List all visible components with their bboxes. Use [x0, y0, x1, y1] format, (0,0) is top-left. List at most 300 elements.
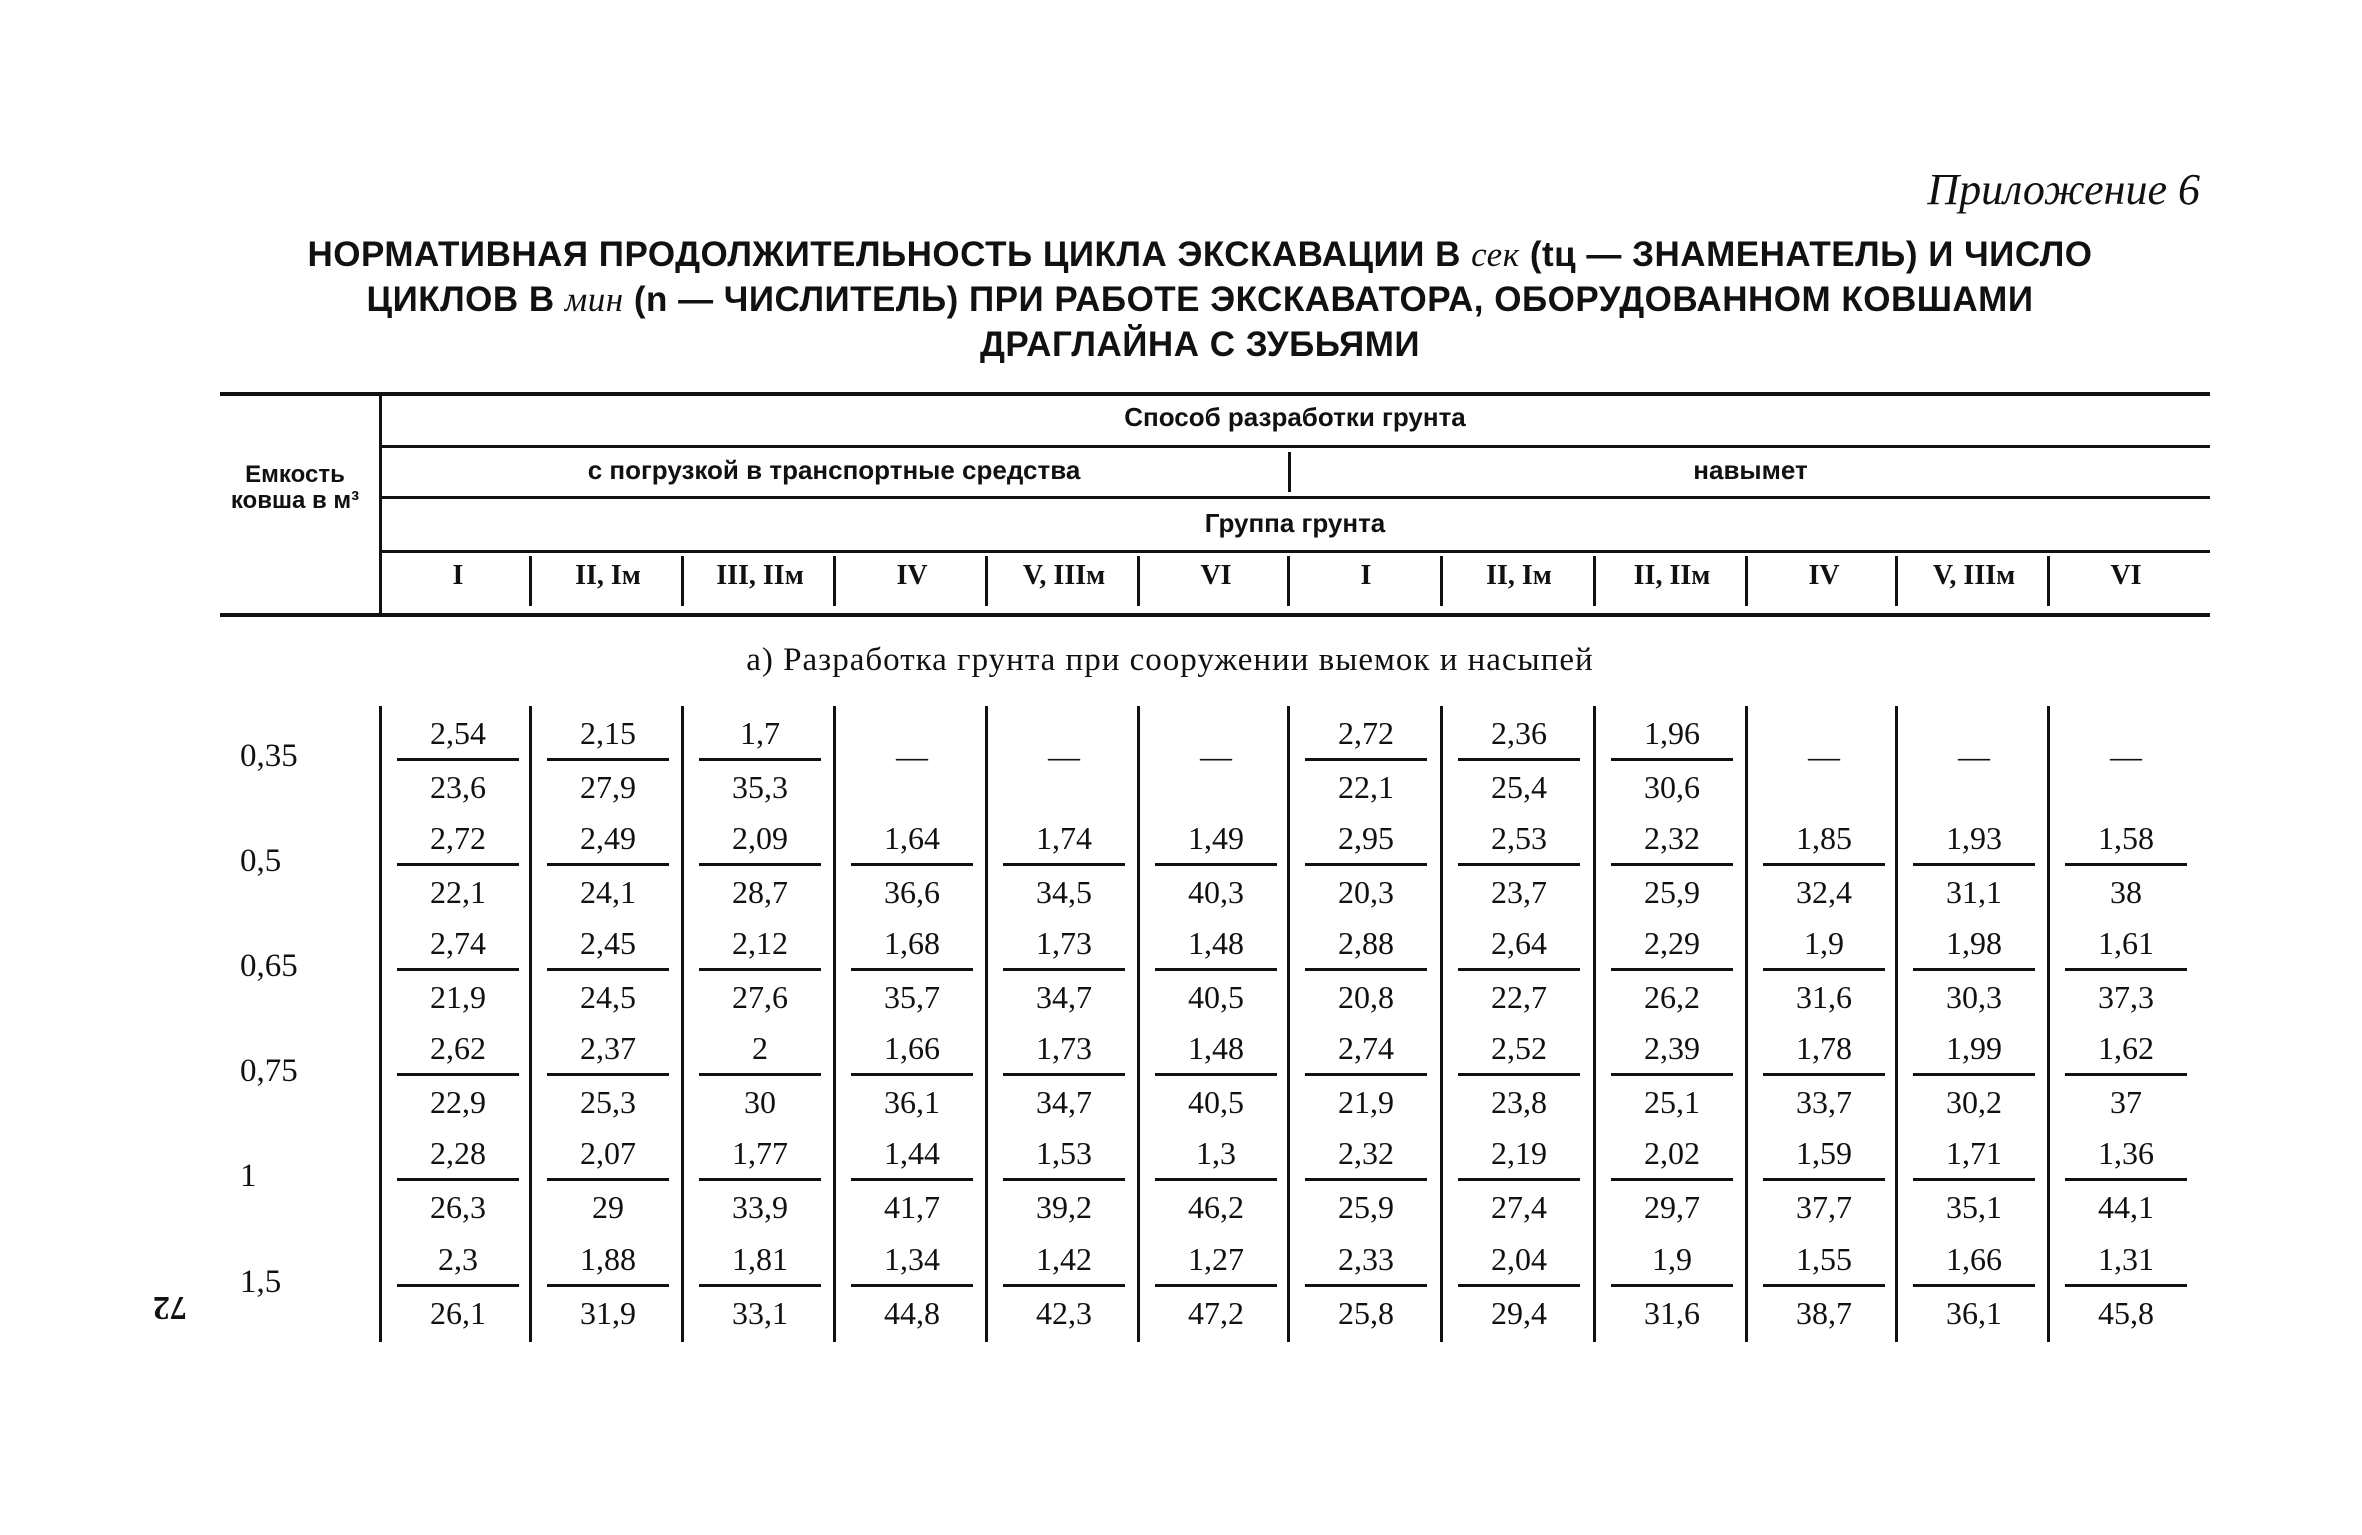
table-cell: [1140, 920, 1292, 1020]
cycle-duration-seconds: 31,6: [1796, 979, 1852, 1015]
cycle-duration-seconds: 25,8: [1338, 1295, 1394, 1331]
cycle-duration-seconds: 26,3: [430, 1189, 486, 1225]
cycle-duration-seconds: 28,7: [732, 874, 788, 910]
column-header-divider: [2047, 556, 2050, 606]
cycles-per-minute: 2,74: [430, 925, 486, 961]
column-header: III, IIм: [716, 560, 804, 591]
fraction-bar: [851, 863, 973, 866]
fraction-bar: [1155, 1284, 1277, 1287]
cycle-duration-seconds: 33,1: [732, 1295, 788, 1331]
table-cell: [1443, 1236, 1595, 1336]
cycles-per-minute: 1,78: [1796, 1030, 1852, 1066]
cycle-duration-seconds: 20,3: [1338, 874, 1394, 910]
row-label-header: Емкость ковша в м³: [230, 461, 360, 514]
table-cell: [1290, 1130, 1442, 1230]
column-header: I: [452, 560, 464, 591]
title-line-1: НОРМАТИВНАЯ ПРОДОЛЖИТЕЛЬНОСТЬ ЦИКЛА ЭКСКАВАЦИИ В сек (tц — ЗНАМЕНАТЕЛЬ) И ЧИСЛО: [307, 235, 2093, 274]
fraction-bar: [1763, 1284, 1885, 1287]
table-cell: [988, 815, 1140, 915]
cycles-per-minute: 2: [752, 1030, 768, 1066]
cycle-duration-seconds: 44,1: [2098, 1189, 2154, 1225]
table-cell: [1596, 1130, 1748, 1230]
cycle-duration-seconds: 25,9: [1338, 1189, 1394, 1225]
fraction-bar: [1913, 1284, 2035, 1287]
cycles-per-minute: 1,34: [884, 1241, 940, 1277]
cycle-duration-seconds: 27,9: [580, 769, 636, 805]
fraction-bar: [699, 863, 821, 866]
cycles-per-minute: 1,71: [1946, 1135, 2002, 1171]
fraction-bar: [1305, 1073, 1427, 1076]
table-cell: [1443, 815, 1595, 915]
cycles-per-minute: 2,02: [1644, 1135, 1700, 1171]
table-top-rule: [220, 392, 2210, 396]
fraction-bar: [1458, 968, 1580, 971]
table-cell: [382, 920, 534, 1020]
cycle-duration-seconds: 23,8: [1491, 1084, 1547, 1120]
table-cell: [836, 1130, 988, 1230]
column-header: II, Iм: [575, 560, 641, 591]
fraction-bar: [851, 1178, 973, 1181]
cycles-per-minute: 1,58: [2098, 820, 2154, 856]
table-cell: [836, 1236, 988, 1336]
cycles-per-minute: 2,74: [1338, 1030, 1394, 1066]
cycles-per-minute: 2,62: [430, 1030, 486, 1066]
cycles-per-minute: 2,49: [580, 820, 636, 856]
cycles-per-minute: 2,3: [438, 1241, 478, 1277]
table-cell-empty: —: [2110, 738, 2142, 774]
cycle-duration-seconds: 22,7: [1491, 979, 1547, 1015]
table-cell: [532, 1236, 684, 1336]
fraction-bar: [397, 1178, 519, 1181]
cycles-per-minute: 2,52: [1491, 1030, 1547, 1066]
cycles-per-minute: 2,37: [580, 1030, 636, 1066]
cycles-per-minute: 2,28: [430, 1135, 486, 1171]
table-cell-empty: —: [1958, 738, 1990, 774]
fraction-bar: [1913, 1073, 2035, 1076]
table-cell: [1596, 815, 1748, 915]
cycle-duration-seconds: 35,7: [884, 979, 940, 1015]
cycles-per-minute: 2,29: [1644, 925, 1700, 961]
fraction-bar: [1155, 968, 1277, 971]
fraction-bar: [1003, 863, 1125, 866]
fraction-bar: [1611, 758, 1733, 761]
cycles-per-minute: 2,64: [1491, 925, 1547, 961]
cycle-duration-seconds: 22,1: [430, 874, 486, 910]
table-cell: [1898, 1025, 2050, 1125]
fraction-bar: [1913, 1178, 2035, 1181]
table-cell: [988, 920, 1140, 1020]
column-header-divider: [529, 556, 532, 606]
cycles-per-minute: 2,95: [1338, 820, 1394, 856]
fraction-bar: [2065, 968, 2187, 971]
table-cell: [382, 815, 534, 915]
cycle-duration-seconds: 21,9: [430, 979, 486, 1015]
cycle-duration-seconds: 34,5: [1036, 874, 1092, 910]
cycle-duration-seconds: 36,1: [884, 1084, 940, 1120]
table-cell: [988, 1130, 1140, 1230]
table-cell: [684, 1130, 836, 1230]
cycle-duration-seconds: 35,1: [1946, 1189, 2002, 1225]
table-cell: [1596, 710, 1748, 810]
cycle-duration-seconds: 30,6: [1644, 769, 1700, 805]
cycle-duration-seconds: 38,7: [1796, 1295, 1852, 1331]
cycles-per-minute: 1,77: [732, 1135, 788, 1171]
cycle-duration-seconds: 33,7: [1796, 1084, 1852, 1120]
cycles-per-minute: 1,9: [1804, 925, 1844, 961]
title-line-3: ДРАГЛАЙНА С ЗУБЬЯМИ: [979, 325, 1421, 364]
appendix-label: Приложение 6: [1927, 165, 2200, 214]
cycles-per-minute: 1,3: [1196, 1135, 1236, 1171]
table-cell: [988, 1025, 1140, 1125]
cycles-per-minute: 1,81: [732, 1241, 788, 1277]
table-cell: [1596, 920, 1748, 1020]
fraction-bar: [851, 1073, 973, 1076]
cycle-duration-seconds: 30,2: [1946, 1084, 2002, 1120]
fraction-bar: [1155, 1178, 1277, 1181]
table-cell: [1443, 920, 1595, 1020]
fraction-bar: [1611, 1073, 1733, 1076]
cycle-duration-seconds: 25,3: [580, 1084, 636, 1120]
table-cell: [382, 1025, 534, 1125]
fraction-bar: [1458, 863, 1580, 866]
cycles-per-minute: 1,59: [1796, 1135, 1852, 1171]
cycle-duration-seconds: 25,4: [1491, 769, 1547, 805]
fraction-bar: [1305, 1284, 1427, 1287]
fraction-bar: [699, 1178, 821, 1181]
cycles-per-minute: 2,54: [430, 715, 486, 751]
fraction-bar: [1763, 1073, 1885, 1076]
column-header: IV: [1808, 560, 1840, 591]
cycle-duration-seconds: 35,3: [732, 769, 788, 805]
cycles-per-minute: 2,39: [1644, 1030, 1700, 1066]
cycles-per-minute: 1,99: [1946, 1030, 2002, 1066]
table-cell-empty: —: [896, 738, 928, 774]
fraction-bar: [1458, 1178, 1580, 1181]
fraction-bar: [397, 863, 519, 866]
cycles-per-minute: 1,93: [1946, 820, 2002, 856]
fraction-bar: [2065, 1073, 2187, 1076]
fraction-bar: [1305, 863, 1427, 866]
table-cell: [1748, 1025, 1900, 1125]
fraction-bar: [1611, 863, 1733, 866]
cycles-per-minute: 1,48: [1188, 925, 1244, 961]
table-cell-empty: —: [1808, 738, 1840, 774]
cycles-per-minute: 1,66: [1946, 1241, 2002, 1277]
cycles-per-minute: 1,62: [2098, 1030, 2154, 1066]
cycle-duration-seconds: 38: [2110, 874, 2142, 910]
fraction-bar: [1305, 1178, 1427, 1181]
table-cell: [2050, 1130, 2202, 1230]
cycles-per-minute: 1,61: [2098, 925, 2154, 961]
cycles-per-minute: 2,36: [1491, 715, 1547, 751]
cycle-duration-seconds: 45,8: [2098, 1295, 2154, 1331]
column-header: VI: [1200, 560, 1232, 591]
cycles-per-minute: 2,88: [1338, 925, 1394, 961]
cycle-duration-seconds: 24,5: [580, 979, 636, 1015]
table-cell: [382, 710, 534, 810]
table-cell-empty: —: [1200, 738, 1232, 774]
fraction-bar: [699, 758, 821, 761]
fraction-bar: [1913, 863, 2035, 866]
cycle-duration-seconds: 37: [2110, 1084, 2142, 1120]
cycle-duration-seconds: 27,6: [732, 979, 788, 1015]
table-cell: [1140, 1025, 1292, 1125]
table-cell: [684, 710, 836, 810]
cycle-duration-seconds: 37,7: [1796, 1189, 1852, 1225]
fraction-bar: [1458, 1284, 1580, 1287]
header-bottom-rule: [220, 613, 2210, 617]
cycle-duration-seconds: 40,5: [1188, 979, 1244, 1015]
cycle-duration-seconds: 31,6: [1644, 1295, 1700, 1331]
cycles-per-minute: 2,33: [1338, 1241, 1394, 1277]
cycle-duration-seconds: 36,6: [884, 874, 940, 910]
column-header-divider: [985, 556, 988, 606]
table-cell: [532, 815, 684, 915]
column-header-divider: [1745, 556, 1748, 606]
cycles-per-minute: 2,72: [430, 820, 486, 856]
cycle-duration-seconds: 22,1: [1338, 769, 1394, 805]
table-cell: [532, 710, 684, 810]
cycle-duration-seconds: 30: [744, 1084, 776, 1120]
cycles-per-minute: 2,72: [1338, 715, 1394, 751]
table-cell: [1443, 1025, 1595, 1125]
cycles-per-minute: 1,55: [1796, 1241, 1852, 1277]
table-cell-empty: —: [1048, 738, 1080, 774]
cycle-duration-seconds: 26,1: [430, 1295, 486, 1331]
bucket-capacity: 1,5: [240, 1264, 282, 1300]
cycles-per-minute: 2,32: [1338, 1135, 1394, 1171]
cycles-per-minute: 1,64: [884, 820, 940, 856]
fraction-bar: [397, 968, 519, 971]
fraction-bar: [1003, 1284, 1125, 1287]
table-cell: [1596, 1236, 1748, 1336]
cycle-duration-seconds: 40,5: [1188, 1084, 1244, 1120]
cycle-duration-seconds: 31,1: [1946, 874, 2002, 910]
fraction-bar: [1763, 1178, 1885, 1181]
cycles-per-minute: 1,68: [884, 925, 940, 961]
group-rule: [380, 496, 2210, 499]
cycle-duration-seconds: 29: [592, 1189, 624, 1225]
table-cell: [1748, 815, 1900, 915]
fraction-bar: [1611, 1178, 1733, 1181]
soil-group-rule: [380, 550, 2210, 553]
cycles-per-minute: 1,73: [1036, 925, 1092, 961]
fraction-bar: [699, 1284, 821, 1287]
page-number: 72: [153, 1289, 187, 1326]
cycle-duration-seconds: 34,7: [1036, 1084, 1092, 1120]
cycles-per-minute: 1,42: [1036, 1241, 1092, 1277]
fraction-bar: [547, 1178, 669, 1181]
fraction-bar: [1763, 863, 1885, 866]
cycle-duration-seconds: 40,3: [1188, 874, 1244, 910]
table-cell: [532, 1025, 684, 1125]
fraction-bar: [1305, 758, 1427, 761]
cycle-duration-seconds: 24,1: [580, 874, 636, 910]
bucket-capacity: 0,65: [240, 948, 298, 984]
cycle-duration-seconds: 23,6: [430, 769, 486, 805]
fraction-bar: [851, 1284, 973, 1287]
fraction-bar: [1913, 968, 2035, 971]
table-cell: [988, 1236, 1140, 1336]
cycle-duration-seconds: 44,8: [884, 1295, 940, 1331]
cycles-per-minute: 1,53: [1036, 1135, 1092, 1171]
cycle-duration-seconds: 46,2: [1188, 1189, 1244, 1225]
table-cell: [1443, 1130, 1595, 1230]
cycles-per-minute: 2,04: [1491, 1241, 1547, 1277]
fraction-bar: [397, 1284, 519, 1287]
table-cell: [684, 920, 836, 1020]
column-header: VI: [2110, 560, 2142, 591]
table-cell: [1140, 1130, 1292, 1230]
column-header-divider: [833, 556, 836, 606]
table-cell: [382, 1130, 534, 1230]
cycle-duration-seconds: 25,9: [1644, 874, 1700, 910]
bucket-capacity: 0,35: [240, 738, 298, 774]
table-cell: [1748, 1236, 1900, 1336]
table-cell: [684, 815, 836, 915]
fraction-bar: [397, 758, 519, 761]
cycle-duration-seconds: 23,7: [1491, 874, 1547, 910]
fraction-bar: [851, 968, 973, 971]
table-cell: [1290, 815, 1442, 915]
cycle-duration-seconds: 33,9: [732, 1189, 788, 1225]
fraction-bar: [1003, 968, 1125, 971]
cycles-per-minute: 1,96: [1644, 715, 1700, 751]
cycles-per-minute: 2,32: [1644, 820, 1700, 856]
table-cell: [836, 1025, 988, 1125]
table-cell: [1290, 1236, 1442, 1336]
cycle-duration-seconds: 27,4: [1491, 1189, 1547, 1225]
table-cell: [1140, 815, 1292, 915]
cycles-per-minute: 2,07: [580, 1135, 636, 1171]
fraction-bar: [397, 1073, 519, 1076]
cycles-per-minute: 1,66: [884, 1030, 940, 1066]
fraction-bar: [1003, 1178, 1125, 1181]
cycles-per-minute: 1,27: [1188, 1241, 1244, 1277]
cycles-per-minute: 1,98: [1946, 925, 2002, 961]
page-title: [200, 232, 2200, 367]
table-cell: [382, 1236, 534, 1336]
fraction-bar: [547, 1073, 669, 1076]
fraction-bar: [2065, 863, 2187, 866]
fraction-bar: [547, 1284, 669, 1287]
cycles-per-minute: 1,36: [2098, 1135, 2154, 1171]
fraction-bar: [1611, 968, 1733, 971]
cycle-duration-seconds: 36,1: [1946, 1295, 2002, 1331]
column-header: V, IIIм: [1932, 560, 2016, 591]
cycles-per-minute: 2,12: [732, 925, 788, 961]
table-cell: [1898, 1236, 2050, 1336]
cycles-per-minute: 1,88: [580, 1241, 636, 1277]
fraction-bar: [1305, 968, 1427, 971]
cycle-duration-seconds: 20,8: [1338, 979, 1394, 1015]
table-cell: [1443, 710, 1595, 810]
table-cell: [1290, 920, 1442, 1020]
cycle-duration-seconds: 34,7: [1036, 979, 1092, 1015]
fraction-bar: [1458, 758, 1580, 761]
fraction-bar: [699, 968, 821, 971]
table-cell: [1898, 1130, 2050, 1230]
fraction-bar: [547, 968, 669, 971]
column-header: V, IIIм: [1022, 560, 1106, 591]
cycle-duration-seconds: 41,7: [884, 1189, 940, 1225]
fraction-bar: [699, 1073, 821, 1076]
column-header-divider: [681, 556, 684, 606]
cycles-per-minute: 1,31: [2098, 1241, 2154, 1277]
table-cell: [532, 920, 684, 1020]
cycles-per-minute: 2,09: [732, 820, 788, 856]
cycles-per-minute: 2,15: [580, 715, 636, 751]
table-cell: [2050, 815, 2202, 915]
cycles-per-minute: 2,45: [580, 925, 636, 961]
group-header-casting: навымет: [1693, 455, 1808, 485]
cycle-duration-seconds: 30,3: [1946, 979, 2002, 1015]
table-cell: [684, 1025, 836, 1125]
fraction-bar: [547, 758, 669, 761]
cycle-duration-seconds: 39,2: [1036, 1189, 1092, 1225]
bucket-capacity: 0,75: [240, 1053, 298, 1089]
column-header-divider: [1440, 556, 1443, 606]
bucket-capacity: 1: [240, 1158, 257, 1194]
table-cell: [1748, 920, 1900, 1020]
table-cell: [2050, 920, 2202, 1020]
cycles-per-minute: 1,7: [740, 715, 780, 751]
table-cell: [1290, 710, 1442, 810]
cycles-per-minute: 1,74: [1036, 820, 1092, 856]
cycle-duration-seconds: 37,3: [2098, 979, 2154, 1015]
column-header-divider: [1593, 556, 1596, 606]
cycles-per-minute: 2,53: [1491, 820, 1547, 856]
cycles-per-minute: 1,85: [1796, 820, 1852, 856]
table-cell: [2050, 1236, 2202, 1336]
cycle-duration-seconds: 25,1: [1644, 1084, 1700, 1120]
table-cell: [836, 920, 988, 1020]
fraction-bar: [2065, 1284, 2187, 1287]
fraction-bar: [1003, 1073, 1125, 1076]
cycle-duration-seconds: 32,4: [1796, 874, 1852, 910]
cycles-per-minute: 1,49: [1188, 820, 1244, 856]
fraction-bar: [1155, 1073, 1277, 1076]
cycle-duration-seconds: 29,4: [1491, 1295, 1547, 1331]
table-cell: [836, 815, 988, 915]
cycles-per-minute: 1,73: [1036, 1030, 1092, 1066]
column-header-divider: [1137, 556, 1140, 606]
fraction-bar: [1611, 1284, 1733, 1287]
title-line-2: ЦИКЛОВ В мин (n — ЧИСЛИТЕЛЬ) ПРИ РАБОТЕ ЭКСКАВАТОРА, ОБОРУДОВАННОМ КОВШАМИ: [366, 280, 2034, 319]
fraction-bar: [2065, 1178, 2187, 1181]
cycles-per-minute: 2,19: [1491, 1135, 1547, 1171]
table-cell: [1140, 1236, 1292, 1336]
table-cell: [1596, 1025, 1748, 1125]
table-cell: [1290, 1025, 1442, 1125]
table-cell: [2050, 1025, 2202, 1125]
fraction-bar: [1763, 968, 1885, 971]
cycle-duration-seconds: 26,2: [1644, 979, 1700, 1015]
table-cell: [1748, 1130, 1900, 1230]
column-header-divider: [1287, 556, 1290, 606]
bucket-capacity: 0,5: [240, 843, 282, 879]
column-header: II, IIм: [1633, 560, 1711, 591]
table-cell: [1898, 815, 2050, 915]
cycle-duration-seconds: 22,9: [430, 1084, 486, 1120]
column-header: II, Iм: [1486, 560, 1552, 591]
soil-group-header: Группа грунта: [1204, 508, 1386, 538]
method-header: Способ разработки грунта: [1124, 402, 1466, 432]
fraction-bar: [1458, 1073, 1580, 1076]
method-rule: [380, 445, 2210, 448]
column-header: IV: [896, 560, 928, 591]
fraction-bar: [1155, 863, 1277, 866]
